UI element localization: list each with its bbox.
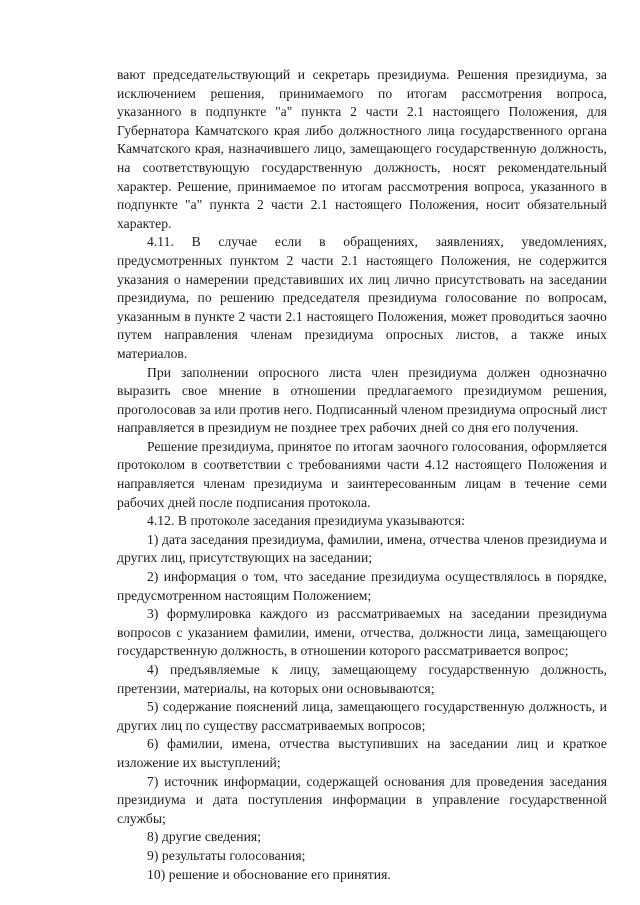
paragraph-continuation: вают председательствующий и секретарь президиума. Решения президиума, за исключением решения, принимаемого по итогам рассмотрения вопроса, указанного в подпункте "а" пункта 2 части 2.1 настоящего Положения, для Губернатора Камчатского края либо должностного лица государственного органа Камчатского края, назначившего лицо, замещающего государственную должность, на соответствующую государственную должность, носят рекомендательный характер. Решение, принимаемое по итогам рассмотрения вопроса, указанного в подпункте "а" пункта 2 части 2.1 настоящего Положения, носит обязательный характер. (117, 67, 607, 231)
paragraph-4-11: 4.11. В случае если в обращениях, заявлениях, уведомлениях, предусмотренных пунктом 2 части 2.1 настоящего Положения, не содержится указания о намерении представивших их лиц лично присутствовать на заседании президиума, по решению председателя президиума голосование по вопросам, указанным в пункте 2 части 2.1 настоящего Положения, может проводиться заочно путем направления членам президиума опросных листов, а также иных материалов. (117, 234, 607, 361)
paragraph-questionnaire: При заполнении опросного листа член президиума должен однозначно выразить свое мнение в отношении предлагаемого президиумом решения, проголосовав за или против него. Подписанный членом президиума опросный лист направляется в президиум не позднее трех рабочих дней со дня его получения. (117, 364, 607, 436)
list-item-3: 3) формулировка каждого из рассматриваемых на заседании президиума вопросов с указанием фамилии, имени, отчества, должности лица, замещающего государственную должность, в отношении которого рассматривается вопрос; (117, 606, 607, 659)
paragraph-absentee-vote-decision: Решение президиума, принятое по итогам заочного голосования, оформляется протоколом в соответствии с требованиями части 4.12 настоящего Положения и направляется членам президиума и заинтересованным лицам в течение семи рабочих дней после подписания протокола. (117, 438, 607, 510)
list-item-9: 9) результаты голосования; (147, 847, 306, 863)
paragraph-4-12: 4.12. В протоколе заседания президиума указываются: (147, 513, 466, 529)
list-item-5: 5) содержание пояснений лица, замещающего государственную должность, и других лиц по существу рассматриваемых вопросов; (117, 699, 607, 733)
list-item-7: 7) источник информации, содержащей основания для проведения заседания президиума и дата поступления информации в управление государственной службы; (117, 773, 607, 826)
document-body (117, 66, 607, 884)
list-item-8: 8) другие сведения; (147, 829, 262, 845)
list-item-4: 4) предъявляемые к лицу, замещающему государственную должность, претензии, материалы, на которых они основываются; (117, 662, 607, 696)
list-item-10: 10) решение и обоснование его принятия. (147, 866, 391, 882)
list-item-6: 6) фамилии, имена, отчества выступивших на заседании лиц и краткое изложение их выступлений; (117, 736, 607, 770)
list-item-1: 1) дата заседания президиума, фамилии, имена, отчества членов президиума и других лиц, присутствующих на заседании; (117, 531, 607, 566)
list-item-2: 2) информация о том, что заседание президиума осуществлялось в порядке, предусмотренном настоящим Положением; (117, 569, 607, 603)
